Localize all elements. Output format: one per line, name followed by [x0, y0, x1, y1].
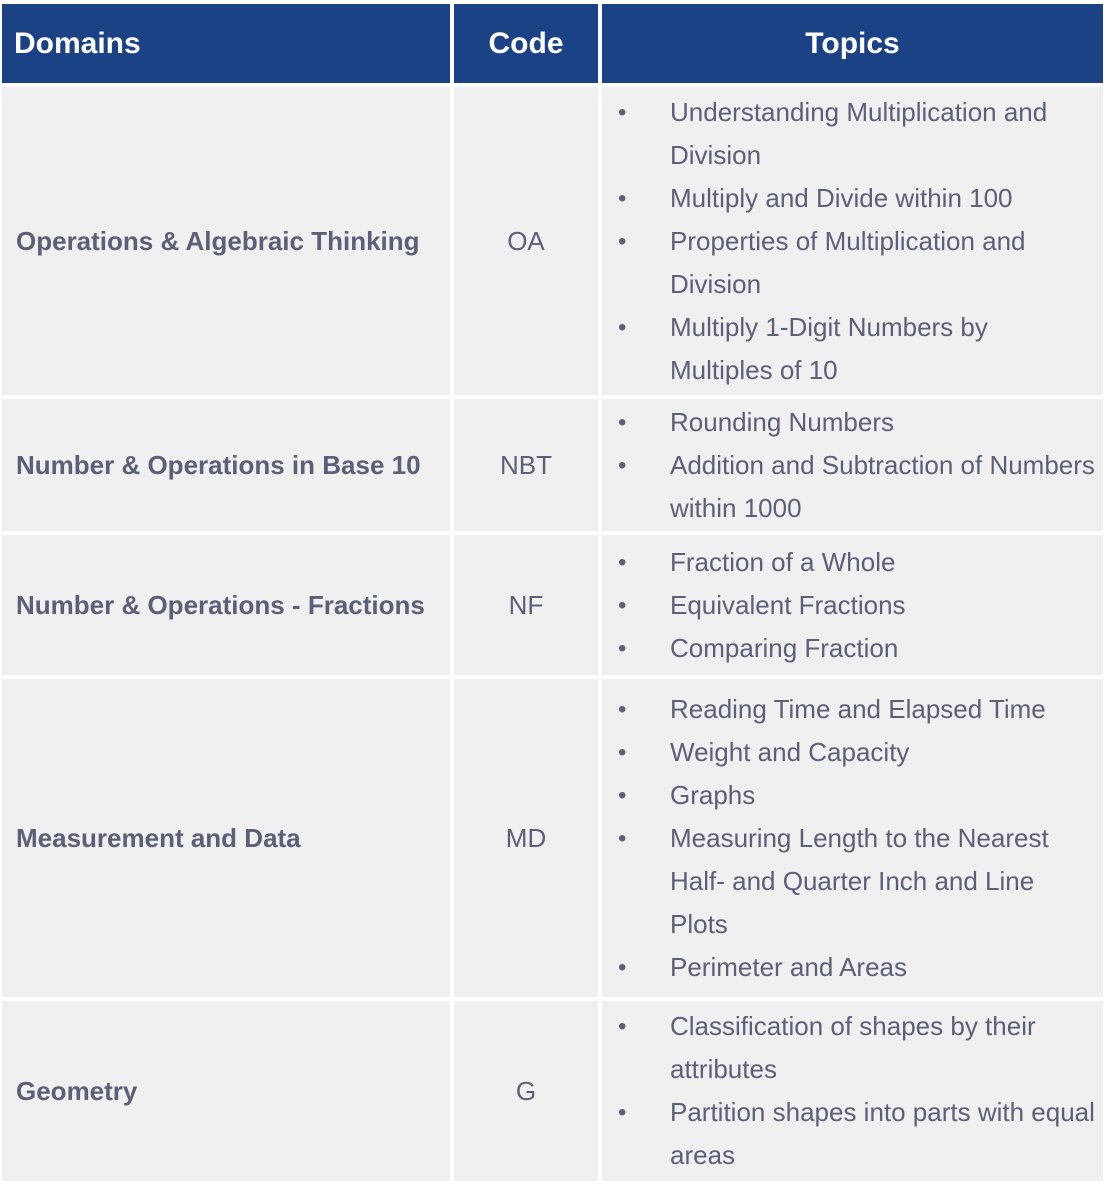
- code-cell: NBT: [454, 399, 598, 531]
- code-cell: OA: [454, 87, 598, 395]
- topic-list: [618, 91, 1095, 392]
- topic-item: • Perimeter and Areas: [618, 946, 1095, 989]
- topics-cell: [602, 87, 1103, 395]
- topic-item: • Classification of shapes by their attributes: [618, 1005, 1095, 1091]
- topic-item: • Measuring Length to the Nearest Half- and Quarter Inch and Line Plots: [618, 817, 1095, 946]
- domain-cell: Measurement and Data: [2, 679, 450, 997]
- topic-item: • Graphs: [618, 774, 1095, 817]
- topics-cell: [602, 1001, 1103, 1181]
- topic-list: [618, 541, 1095, 670]
- topic-item: • Equivalent Fractions: [618, 584, 1095, 627]
- topic-item: • Reading Time and Elapsed Time: [618, 688, 1095, 731]
- topics-cell: [602, 535, 1103, 675]
- topics-cell: [602, 399, 1103, 531]
- topic-list: [618, 1005, 1095, 1177]
- topic-item: • Rounding Numbers: [618, 401, 1095, 444]
- topic-item: • Properties of Multiplication and Division: [618, 220, 1095, 306]
- topic-item: • Understanding Multiplication and Division: [618, 91, 1095, 177]
- topic-item: • Fraction of a Whole: [618, 541, 1095, 584]
- code-cell: NF: [454, 535, 598, 675]
- domain-cell: Operations & Algebraic Thinking: [2, 87, 450, 395]
- topic-list: [618, 401, 1095, 530]
- header-domains: Domains: [2, 4, 450, 83]
- topic-item: • Multiply and Divide within 100: [618, 177, 1095, 220]
- domain-cell: Number & Operations in Base 10: [2, 399, 450, 531]
- code-cell: MD: [454, 679, 598, 997]
- topic-item: • Comparing Fraction: [618, 627, 1095, 670]
- header-code: Code: [454, 4, 598, 83]
- code-cell: G: [454, 1001, 598, 1181]
- topic-item: • Multiply 1-Digit Numbers by Multiples of 10: [618, 306, 1095, 392]
- topic-item: • Partition shapes into parts with equal areas: [618, 1091, 1095, 1177]
- domain-cell: Number & Operations - Fractions: [2, 535, 450, 675]
- topic-item: • Weight and Capacity: [618, 731, 1095, 774]
- topics-cell: [602, 679, 1103, 997]
- topic-item: • Addition and Subtraction of Numbers within 1000: [618, 444, 1095, 530]
- topic-list: [618, 688, 1095, 989]
- header-topics: Topics: [602, 4, 1103, 83]
- domain-cell: Geometry: [2, 1001, 450, 1181]
